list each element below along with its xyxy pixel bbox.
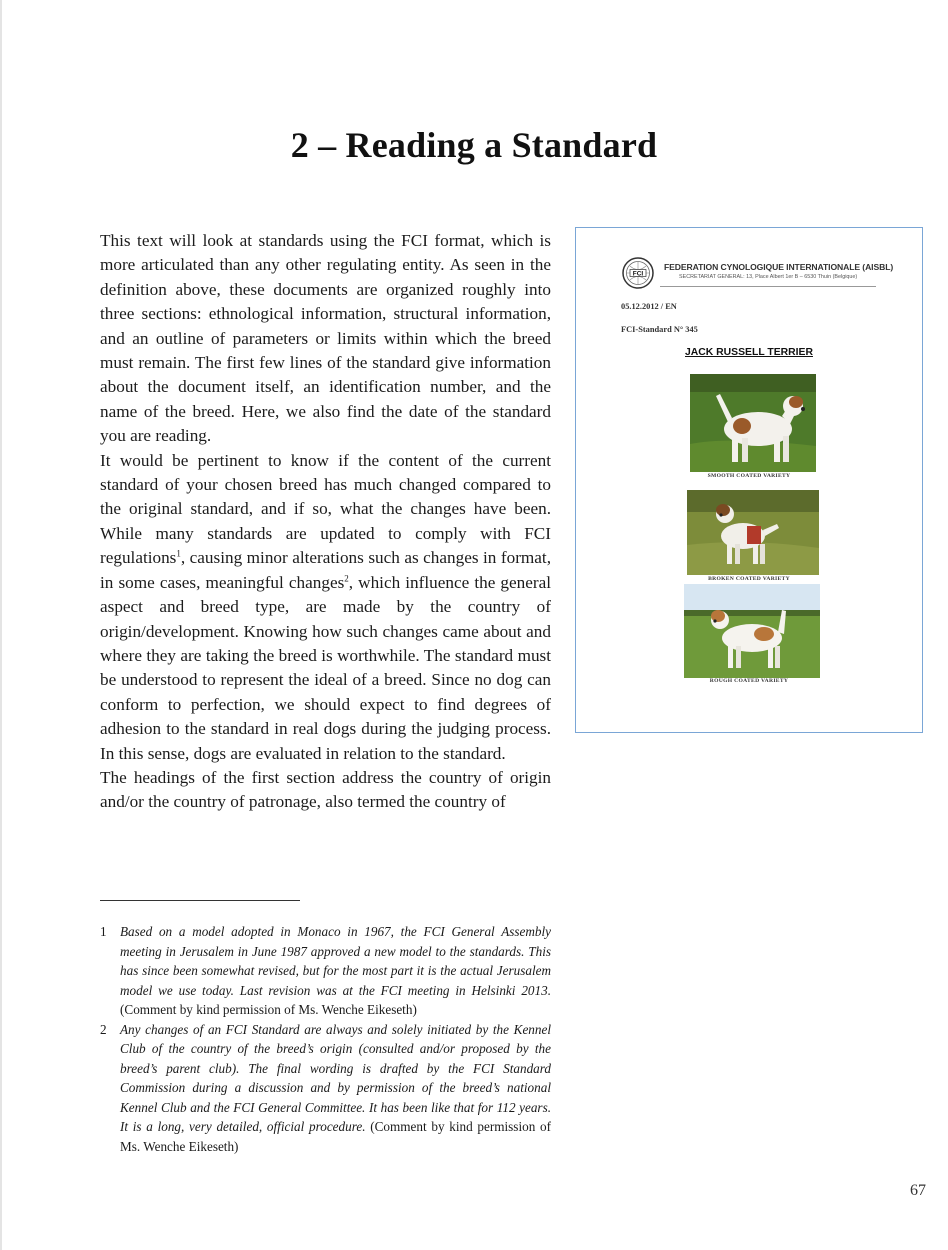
breed-name: JACK RUSSELL TERRIER xyxy=(685,347,813,358)
page-title: 2 – Reading a Standard xyxy=(290,125,658,166)
footnote-ref-2[interactable]: 2 xyxy=(344,572,349,583)
caption-broken-coated: BROKEN COATED VARIETY xyxy=(708,576,790,582)
paragraph-3: The headings of the first section address the country of origin and/or the country of patronage, also termed the country of xyxy=(100,767,551,812)
body-text xyxy=(100,229,551,815)
organization-name: FEDERATION CYNOLOGIQUE INTERNATIONALE (AISBL) xyxy=(664,262,894,272)
footnotes xyxy=(100,922,551,1156)
footnote-ref-1[interactable]: 1 xyxy=(176,548,181,559)
smooth-coated-dog-photo xyxy=(690,374,816,472)
footnote-1 xyxy=(100,922,551,1020)
fci-standard-figure xyxy=(575,227,923,733)
footnote-comment: (Comment by kind permission of Ms. Wenche Eikeseth) xyxy=(120,1002,417,1017)
footnote-number: 2 xyxy=(100,1021,107,1037)
paragraph-2-part-a: It would be pertinent to know if the content of the current standard of your chosen breed has much changed compared to the original standard, and if so, what the changes have been. While many standards are updated to comply with FCI regulations xyxy=(100,450,551,568)
footnote-number: 1 xyxy=(100,924,107,939)
footnote-divider xyxy=(100,900,300,901)
footnote-comment: (Comment by kind permission of Ms. Wenche Eikeseth) xyxy=(120,1119,551,1154)
standard-number: FCI-Standard N° 345 xyxy=(621,325,698,334)
logo-text: FCI xyxy=(632,270,644,278)
caption-smooth-coated: SMOOTH COATED VARIETY xyxy=(707,473,791,479)
organization-address: SECRETARIAT GENERAL: 13, Place Albert 1er B – 6530 Thuin (Belgique) xyxy=(679,274,858,280)
standard-date: 05.12.2012 / EN xyxy=(621,302,677,311)
paragraph-2-part-c: , which influence the general aspect and breed type, are made by the country of origin/development. Knowing how such changes came about and where they are taking the breed is worthwhile. The standard must be understood to represent the ideal of a breed. Since no dog can conform to perfection, we should expect to find degrees of adhesion to the standard in real dogs during the judging process. In this sense, dogs are evaluated in relation to the standard. xyxy=(100,572,551,763)
footnote-italic-text: Based on a model adopted in Monaco in 1967, the FCI General Assembly meeting in Jerusalem in June 1987 approved a new model to the standards. This has since been somewhat revised, but for the most part it is the actual Jerusalem model we use today. Last revision was at the FCI meeting in Helsinki 2013. xyxy=(120,924,551,998)
fci-logo-icon xyxy=(622,257,654,289)
broken-coated-dog-photo xyxy=(687,490,819,575)
header-rule xyxy=(660,286,876,287)
caption-rough-coated: ROUGH COATED VARIETY xyxy=(709,678,789,684)
paragraph-1: This text will look at standards using the FCI format, which is more articulated than any other regulating entity. As seen in the definition above, these documents are organized roughly into three sections: ethnological information, structural information, and an outline of parameters or limits within which the breed must remain. The first few lines of the standard give information about the document itself, an identification number, and the name of the breed. Here, we also find the date of the standard you are reading. xyxy=(100,231,551,446)
footnote-2 xyxy=(100,1020,551,1157)
paragraph-2 xyxy=(100,449,551,766)
page-edge xyxy=(0,0,2,1250)
footnote-italic-text: Any changes of an FCI Standard are always and solely initiated by the Kennel Club of the country of the breed’s origin (consulted and/or proposed by the breed’s parent club). The final wording is drafted by the FCI Standard Commission during a discussion and by permission of the breed’s national Kennel Club and the FCI General Committee. It has been like that for 112 years. It is a long, very detailed, official procedure. xyxy=(120,1021,551,1134)
page-number: 67 xyxy=(910,1182,926,1199)
paragraph-2-part-b: , causing minor alterations such as changes in format, in some cases, meaningful changes xyxy=(100,548,551,592)
rough-coated-dog-photo xyxy=(684,584,820,678)
